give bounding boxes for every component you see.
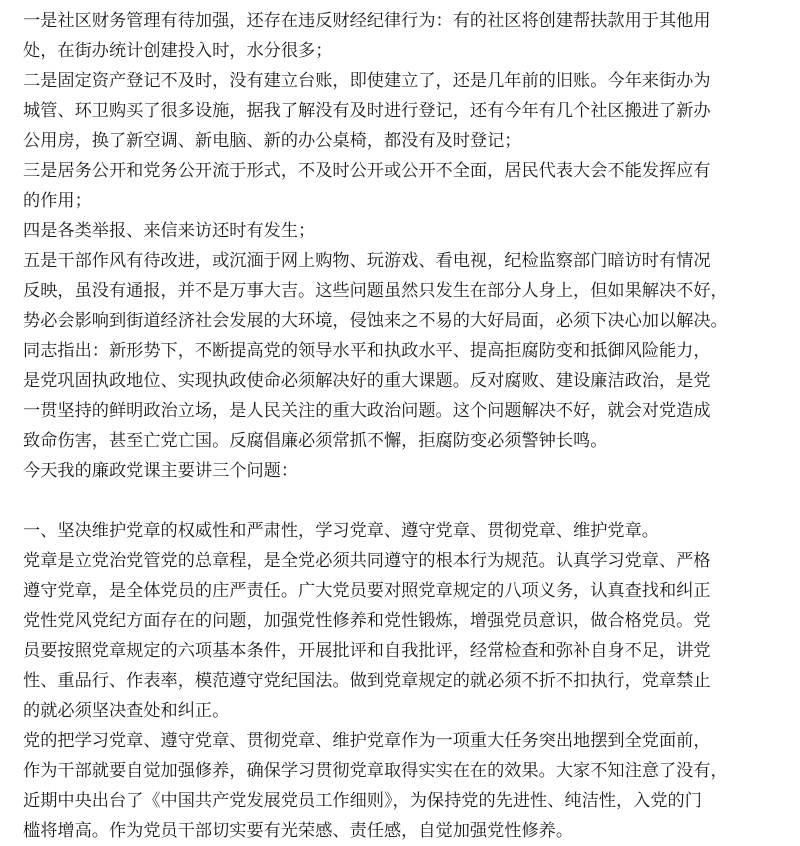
text-line: 处，在街办统计创建投入时，水分很多； bbox=[23, 41, 333, 61]
text-line: 公用房，换了新空调、新电脑、新的办公桌椅，都没有及时登记； bbox=[23, 131, 522, 151]
text-line: 三是居务公开和党务公开流于形式，不及时公开或公开不全面，居民代表大会不能发挥应有 bbox=[23, 161, 711, 181]
text-line: 槛将增高。作为党员干部切实要有光荣感、责任感，自觉加强党性修养。 bbox=[23, 821, 574, 841]
text-line: 今天我的廉政党课主要讲三个问题： bbox=[23, 461, 299, 481]
text-line: 的就必须坚决查处和纠正。 bbox=[23, 701, 230, 721]
text-line: 同志指出：新形势下，不断提高党的领导水平和执政水平、提高拒腐防变和抵御风险能力， bbox=[23, 341, 711, 361]
text-line: 近期中央出台了《中国共产党发展党员工作细则》，为保持党的先进性、纯洁性，入党的门 bbox=[23, 791, 702, 811]
text-line: 城管、环卫购买了很多设施，据我了解没有及时进行登记，还有今年有几个社区搬进了新办 bbox=[23, 101, 711, 121]
text-line: 势必会影响到街道经济社会发展的大环境，侵蚀来之不易的大好局面，必须下决心加以解决。 bbox=[23, 311, 728, 331]
text-line: 员要按照党章规定的六项基本条件，开展批评和自我批评，经常检查和弥补自身不足，讲党 bbox=[23, 641, 711, 661]
text-line: 一贯坚持的鲜明政治立场，是人民关注的重大政治问题。这个问题解决不好，就会对党造成 bbox=[23, 401, 711, 421]
text-line: 的作用； bbox=[23, 191, 92, 211]
text-line: 性、重品行、作表率，模范遵守党纪国法。做到党章规定的就必须不折不扣执行，党章禁止 bbox=[23, 671, 711, 691]
text-line: 四是各类举报、来信来访还时有发生； bbox=[23, 221, 316, 241]
text-line: 致命伤害，甚至亡党亡国。反腐倡廉必须常抓不懈，拒腐防变必须警钟长鸣。 bbox=[23, 431, 608, 451]
text-line: 是党巩固执政地位、实现执政使命必须解决好的重大课题。反对腐败、建设廉洁政治，是党 bbox=[23, 371, 711, 391]
text-line: 党的把学习党章、遵守党章、贯彻党章、维护党章作为一项重大任务突出地摆到全党面前， bbox=[23, 731, 711, 751]
text-line: 党性党风党纪方面存在的问题，加强党性修养和党性锻炼，增强党员意识，做合格党员。党 bbox=[23, 611, 711, 631]
section-heading: 一、坚决维护党章的权威性和严肃性，学习党章、遵守党章、贯彻党章、维护党章。 bbox=[23, 521, 659, 541]
text-line: 党章是立党治党管党的总章程，是全党必须共同遵守的根本行为规范。认真学习党章、严格 bbox=[23, 551, 711, 571]
text-line: 二是固定资产登记不及时，没有建立台账，即使建立了，还是几年前的旧账。今年来街办为 bbox=[23, 71, 711, 91]
text-line: 遵守党章，是全体党员的庄严责任。广大党员要对照党章规定的八项义务，认真查找和纠正 bbox=[23, 581, 711, 601]
text-line: 反映，虽没有通报，并不是万事大吉。这些问题虽然只发生在部分人身上，但如果解决不好， bbox=[23, 281, 728, 301]
text-line: 作为干部就要自觉加强修养，确保学习贯彻党章取得实实在在的效果。大家不知注意了没有， bbox=[23, 761, 728, 781]
text-line: 一是社区财务管理有待加强，还存在违反财经纪律行为：有的社区将创建帮扶款用于其他用 bbox=[23, 11, 711, 31]
text-line: 五是干部作风有待改进，或沉湎于网上购物、玩游戏、看电视，纪检监察部门暗访时有情况 bbox=[23, 251, 711, 271]
